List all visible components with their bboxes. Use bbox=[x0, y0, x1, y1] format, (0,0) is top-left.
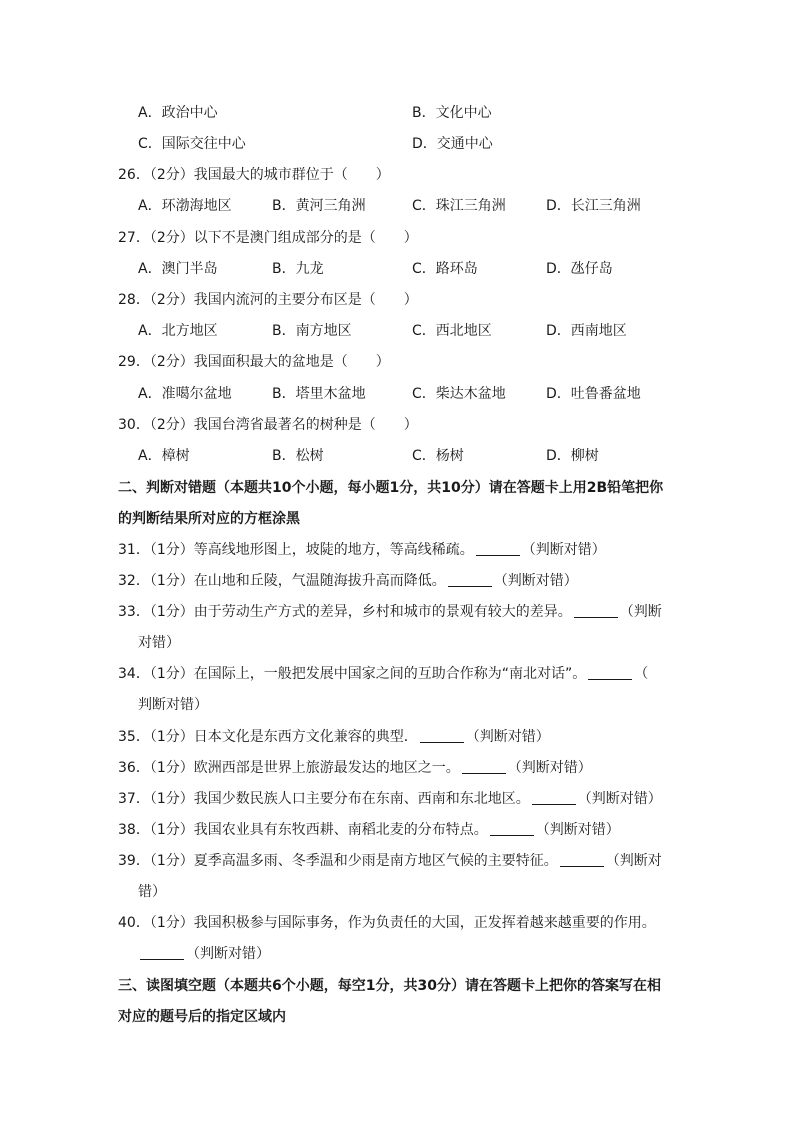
q27-option-d: D．氹仔岛 bbox=[546, 261, 613, 277]
q28-option-c: C．西北地区 bbox=[412, 323, 492, 339]
question-39: 39．（1分）夏季高温多雨、冬季温和少雨是南方地区气候的主要特征。 （判断对 bbox=[118, 853, 662, 869]
section-3-heading-line2: 对应的题号后的指定区域内 bbox=[118, 1009, 286, 1025]
q25-option-d: D．交通中心 bbox=[412, 136, 493, 152]
question-33: 33．（1分）由于劳动生产方式的差异，乡村和城市的景观有较大的差异。 （判断 bbox=[118, 604, 662, 620]
q26-option-c: C．珠江三角洲 bbox=[412, 198, 506, 214]
q27-option-b: B．九龙 bbox=[272, 261, 324, 277]
q25-option-b: B．文化中心 bbox=[412, 105, 492, 121]
question-40-continuation: （判断对错） bbox=[138, 944, 270, 964]
question-34: 34．（1分）在国际上，一般把发展中国家之间的互助合作称为“南北对话”。 （ bbox=[118, 666, 649, 682]
question-32: 32．（1分）在山地和丘陵，气温随海拔升高而降低。 （判断对错） bbox=[118, 573, 578, 589]
q27-option-a: A．澳门半岛 bbox=[138, 261, 218, 277]
question-30-stem: 30．（2分）我国台湾省最著名的树种是（ ） bbox=[118, 417, 418, 433]
q25-option-c: C．国际交往中心 bbox=[138, 136, 246, 152]
question-31: 31．（1分）等高线地形图上，坡陡的地方，等高线稀疏。 （判断对错） bbox=[118, 542, 606, 558]
q29-option-a: A．准噶尔盆地 bbox=[138, 386, 232, 402]
question-36: 36．（1分）欧洲西部是世界上旅游最发达的地区之一。 （判断对错） bbox=[118, 760, 592, 776]
q30-option-d: D．柳树 bbox=[546, 448, 599, 464]
question-27-stem: 27．（2分）以下不是澳门组成部分的是（ ） bbox=[118, 230, 418, 246]
q30-option-c: C．杨树 bbox=[412, 448, 464, 464]
question-38: 38．（1分）我国农业具有东牧西耕、南稻北麦的分布特点。 （判断对错） bbox=[118, 822, 620, 838]
section-2-heading-line1: 二、判断对错题（本题共10个小题，每小题1分，共10分）请在答题卡上用2B铅笔把你 bbox=[118, 480, 664, 496]
answer-blank bbox=[462, 759, 506, 774]
q29-option-c: C．柴达木盆地 bbox=[412, 386, 506, 402]
answer-blank bbox=[532, 790, 576, 805]
q28-option-b: B．南方地区 bbox=[272, 323, 352, 339]
answer-blank bbox=[420, 728, 464, 743]
q27-option-c: C．路环岛 bbox=[412, 261, 478, 277]
question-37: 37．（1分）我国少数民族人口主要分布在东南、西南和东北地区。 （判断对错） bbox=[118, 791, 662, 807]
q29-option-d: D．吐鲁番盆地 bbox=[546, 386, 641, 402]
question-35: 35．（1分）日本文化是东西方文化兼容的典型． （判断对错） bbox=[118, 729, 550, 745]
question-33-continuation: 对错） bbox=[138, 635, 180, 651]
section-2-heading-line2: 的判断结果所对应的方框涂黑 bbox=[118, 511, 300, 527]
q26-option-d: D．长江三角洲 bbox=[546, 198, 641, 214]
answer-blank bbox=[560, 852, 604, 867]
question-28-stem: 28．（2分）我国内流河的主要分布区是（ ） bbox=[118, 292, 418, 308]
answer-blank bbox=[588, 665, 632, 680]
question-26-stem: 26．（2分）我国最大的城市群位于（ ） bbox=[118, 167, 390, 183]
q30-option-b: B．松树 bbox=[272, 448, 324, 464]
answer-blank bbox=[490, 821, 534, 836]
question-29-stem: 29．（2分）我国面积最大的盆地是（ ） bbox=[118, 354, 390, 370]
answer-blank bbox=[140, 945, 184, 960]
q26-option-a: A．环渤海地区 bbox=[138, 198, 232, 214]
q28-option-a: A．北方地区 bbox=[138, 323, 218, 339]
q28-option-d: D．西南地区 bbox=[546, 323, 627, 339]
question-34-continuation: 判断对错） bbox=[138, 697, 208, 713]
q26-option-b: B．黄河三角洲 bbox=[272, 198, 366, 214]
question-40: 40．（1分）我国积极参与国际事务，作为负责任的大国，正发挥着越来越重要的作用。 bbox=[118, 915, 656, 931]
answer-blank bbox=[476, 541, 520, 556]
q30-option-a: A．樟树 bbox=[138, 448, 190, 464]
question-39-continuation: 错） bbox=[138, 884, 166, 900]
q29-option-b: B．塔里木盆地 bbox=[272, 386, 366, 402]
answer-blank bbox=[448, 572, 492, 587]
answer-blank bbox=[574, 603, 618, 618]
q25-option-a: A．政治中心 bbox=[138, 105, 218, 121]
section-3-heading-line1: 三、读图填空题（本题共6个小题，每空1分，共30分）请在答题卡上把你的答案写在相 bbox=[118, 978, 661, 994]
